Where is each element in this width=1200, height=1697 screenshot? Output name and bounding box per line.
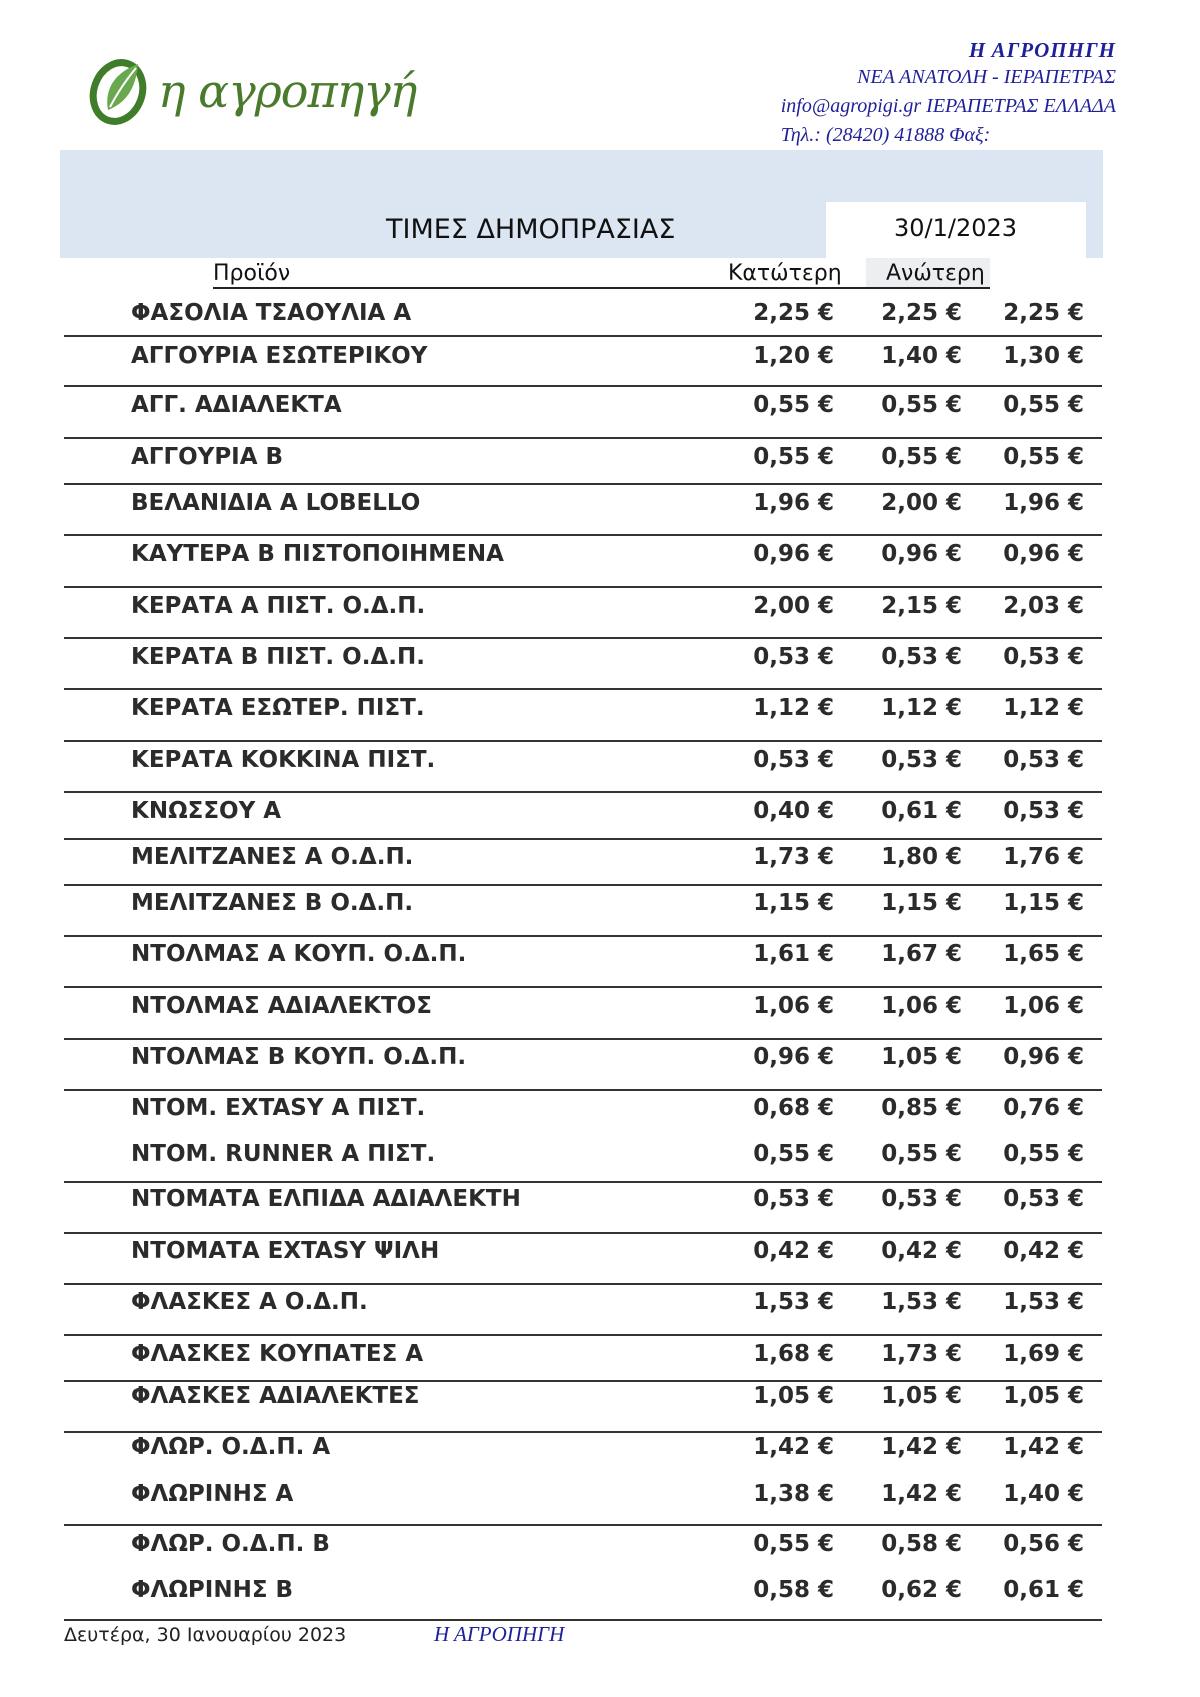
product-name: ΝΤΟΛΜΑΣ Α ΚΟΥΠ. Ο.Δ.Π. [131,941,467,967]
product-name: ΑΓΓΟΥΡΙΑ Β [131,444,284,470]
price-high: 1,40 € [881,343,962,369]
product-name: ΝΤΟΛΜΑΣ ΑΔΙΑΛΕΚΤΟΣ [131,993,432,1019]
price-low: 0,96 € [753,1044,834,1070]
price-low: 1,12 € [753,695,834,721]
row-separator [64,1619,1102,1621]
row-separator [64,838,1102,840]
price-low: 0,53 € [753,747,834,773]
price-average: 0,53 € [1003,747,1084,773]
price-low: 1,38 € [753,1481,834,1507]
row-separator [64,1524,1102,1526]
price-low: 2,00 € [753,593,834,619]
price-low: 1,68 € [753,1341,834,1367]
price-average: 1,42 € [1003,1434,1084,1460]
product-name: ΝΤΟΜΑΤΑ EXTASY ΨΙΛΗ [131,1238,440,1264]
row-separator [64,1431,1102,1433]
price-average: 1,53 € [1003,1289,1084,1315]
price-high: 0,53 € [881,747,962,773]
price-low: 1,15 € [753,890,834,916]
price-high: 0,55 € [881,392,962,418]
price-average: 1,65 € [1003,941,1084,967]
company-logo [86,50,417,130]
price-average: 1,12 € [1003,695,1084,721]
price-high: 1,73 € [881,1341,962,1367]
row-separator [64,335,1102,337]
price-average: 1,05 € [1003,1383,1084,1409]
price-high: 1,15 € [881,890,962,916]
price-high: 1,80 € [881,844,962,870]
price-high: 1,05 € [881,1383,962,1409]
product-name: ΦΛΩΡ. Ο.Δ.Π. Β [131,1531,330,1557]
row-separator [64,791,1102,793]
price-high: 0,62 € [881,1577,962,1603]
price-high: 2,00 € [881,490,962,516]
column-header-low: Κατώτερη [728,261,842,286]
price-high: 0,42 € [881,1238,962,1264]
header-underline [213,287,990,289]
company-address: ΝΕΑ ΑΝΑΤΟΛΗ - ΙΕΡΑΠΕΤΡΑΣ [857,66,1116,88]
leaf-icon [86,50,156,130]
price-low: 1,73 € [753,844,834,870]
price-high: 0,55 € [881,1141,962,1167]
product-name: ΦΛΩΡΙΝΗΣ Α [131,1481,294,1507]
price-average: 0,53 € [1003,798,1084,824]
footer-company: Η ΑΓΡΟΠΗΓΗ [434,1622,565,1646]
product-name: ΚΕΡΑΤΑ ΚΟΚΚΙΝΑ ΠΙΣΤ. [131,747,436,773]
price-average: 2,03 € [1003,593,1084,619]
row-separator [64,1181,1102,1183]
row-separator [64,483,1102,485]
price-low: 1,53 € [753,1289,834,1315]
price-average: 1,15 € [1003,890,1084,916]
row-separator [64,935,1102,937]
price-average: 0,56 € [1003,1531,1084,1557]
price-low: 1,96 € [753,490,834,516]
company-info [781,38,1116,150]
product-name: ΑΓΓ. ΑΔΙΑΛΕΚΤΑ [131,392,342,418]
price-average: 1,30 € [1003,343,1084,369]
row-separator [64,1038,1102,1040]
row-separator [64,986,1102,988]
price-average: 0,55 € [1003,392,1084,418]
price-average: 1,06 € [1003,993,1084,1019]
price-high: 1,42 € [881,1434,962,1460]
product-name: ΝΤΟΜΑΤΑ ΕΛΠΙΔΑ ΑΔΙΑΛΕΚΤΗ [131,1186,521,1212]
row-separator [64,884,1102,886]
row-separator [64,1380,1102,1382]
price-high: 0,96 € [881,541,962,567]
row-separator [64,534,1102,536]
row-separator [64,1089,1102,1091]
price-low: 0,55 € [753,392,834,418]
price-average: 0,53 € [1003,1186,1084,1212]
price-average: 0,76 € [1003,1095,1084,1121]
row-separator [64,688,1102,690]
product-name: ΜΕΛΙΤΖΑΝΕΣ Α Ο.Δ.Π. [131,844,414,870]
product-name: ΚΕΡΑΤΑ Α ΠΙΣΤ. Ο.Δ.Π. [131,593,426,619]
price-low: 0,55 € [753,1141,834,1167]
price-low: 1,05 € [753,1383,834,1409]
price-average: 1,96 € [1003,490,1084,516]
price-high: 1,53 € [881,1289,962,1315]
product-name: ΒΕΛΑΝΙΔΙΑ Α LOBELLO [131,490,421,516]
price-average: 0,55 € [1003,444,1084,470]
auction-date: 30/1/2023 [894,214,1018,242]
price-high: 1,06 € [881,993,962,1019]
price-average: 0,96 € [1003,1044,1084,1070]
price-low: 2,25 € [753,300,834,326]
price-high: 1,42 € [881,1481,962,1507]
company-email: info@agropigi.gr ΙΕΡΑΠΕΤΡΑΣ ΕΛΛΑΔΑ [780,95,1116,117]
price-high: 1,05 € [881,1044,962,1070]
price-average: 1,69 € [1003,1341,1084,1367]
price-high: 0,61 € [881,798,962,824]
price-high: 1,12 € [881,695,962,721]
logo-text: η αγροπηγή [158,64,417,118]
price-high: 2,25 € [881,300,962,326]
price-average: 1,40 € [1003,1481,1084,1507]
price-low: 1,20 € [753,343,834,369]
product-name: ΝΤΟΜ. EXTASY Α ΠΙΣΤ. [131,1095,426,1121]
product-name: ΚΑΥΤΕΡΑ Β ΠΙΣΤΟΠΟΙΗΜΕΝΑ [131,541,504,567]
product-name: ΦΛΑΣΚΕΣ ΑΔΙΑΛΕΚΤΕΣ [131,1383,420,1409]
row-separator [64,1334,1102,1336]
row-separator [64,1232,1102,1234]
company-name: Η ΑΓΡΟΠΗΓΗ [968,38,1116,62]
product-name: ΚΕΡΑΤΑ Β ΠΙΣΤ. Ο.Δ.Π. [131,644,425,670]
price-high: 0,53 € [881,644,962,670]
product-name: ΦΛΑΣΚΕΣ ΚΟΥΠΑΤΕΣ Α [131,1341,424,1367]
price-low: 0,58 € [753,1577,834,1603]
row-separator [64,740,1102,742]
product-name: ΚΝΩΣΣΟΥ Α [131,798,282,824]
price-average: 0,96 € [1003,541,1084,567]
price-average: 0,42 € [1003,1238,1084,1264]
product-name: ΚΕΡΑΤΑ ΕΣΩΤΕΡ. ΠΙΣΤ. [131,695,425,721]
price-low: 0,55 € [753,1531,834,1557]
row-separator [64,1283,1102,1285]
price-average: 0,53 € [1003,644,1084,670]
company-phone: Τηλ.: (28420) 41888 Φαξ: [780,124,991,146]
price-high: 0,85 € [881,1095,962,1121]
product-name: ΝΤΟΛΜΑΣ Β ΚΟΥΠ. Ο.Δ.Π. [131,1044,467,1070]
row-separator [64,586,1102,588]
price-high: 1,67 € [881,941,962,967]
product-name: ΜΕΛΙΤΖΑΝΕΣ Β Ο.Δ.Π. [131,890,414,916]
price-average: 1,76 € [1003,844,1084,870]
price-low: 0,53 € [753,1186,834,1212]
price-average: 0,55 € [1003,1141,1084,1167]
price-low: 0,96 € [753,541,834,567]
product-name: ΑΓΓΟΥΡΙΑ ΕΣΩΤΕΡΙΚΟΥ [131,343,428,369]
product-name: ΦΛΩΡ. Ο.Δ.Π. Α [131,1434,331,1460]
column-header-product: Προϊόν [213,261,291,286]
price-low: 1,61 € [753,941,834,967]
product-name: ΦΑΣΟΛΙΑ ΤΣΑΟΥΛΙΑ Α [131,300,412,326]
price-high: 0,53 € [881,1186,962,1212]
row-separator [64,437,1102,439]
price-low: 1,42 € [753,1434,834,1460]
price-high: 0,55 € [881,444,962,470]
page-title: ΤΙΜΕΣ ΔΗΜΟΠΡΑΣΙΑΣ [386,214,676,245]
row-separator [64,385,1102,387]
price-high: 0,58 € [881,1531,962,1557]
price-low: 0,68 € [753,1095,834,1121]
product-name: ΦΛΩΡΙΝΗΣ Β [131,1577,294,1603]
price-high: 2,15 € [881,593,962,619]
product-name: ΝΤΟΜ. RUNNER Α ΠΙΣΤ. [131,1141,436,1167]
price-low: 0,40 € [753,798,834,824]
price-average: 0,61 € [1003,1577,1084,1603]
footer-date: Δευτέρα, 30 Ιανουαρίου 2023 [64,1624,347,1646]
price-low: 0,55 € [753,444,834,470]
price-low: 0,53 € [753,644,834,670]
price-low: 1,06 € [753,993,834,1019]
price-low: 0,42 € [753,1238,834,1264]
row-separator [64,637,1102,639]
column-header-high: Ανώτερη [886,261,985,286]
price-average: 2,25 € [1003,300,1084,326]
product-name: ΦΛΑΣΚΕΣ Α Ο.Δ.Π. [131,1289,368,1315]
